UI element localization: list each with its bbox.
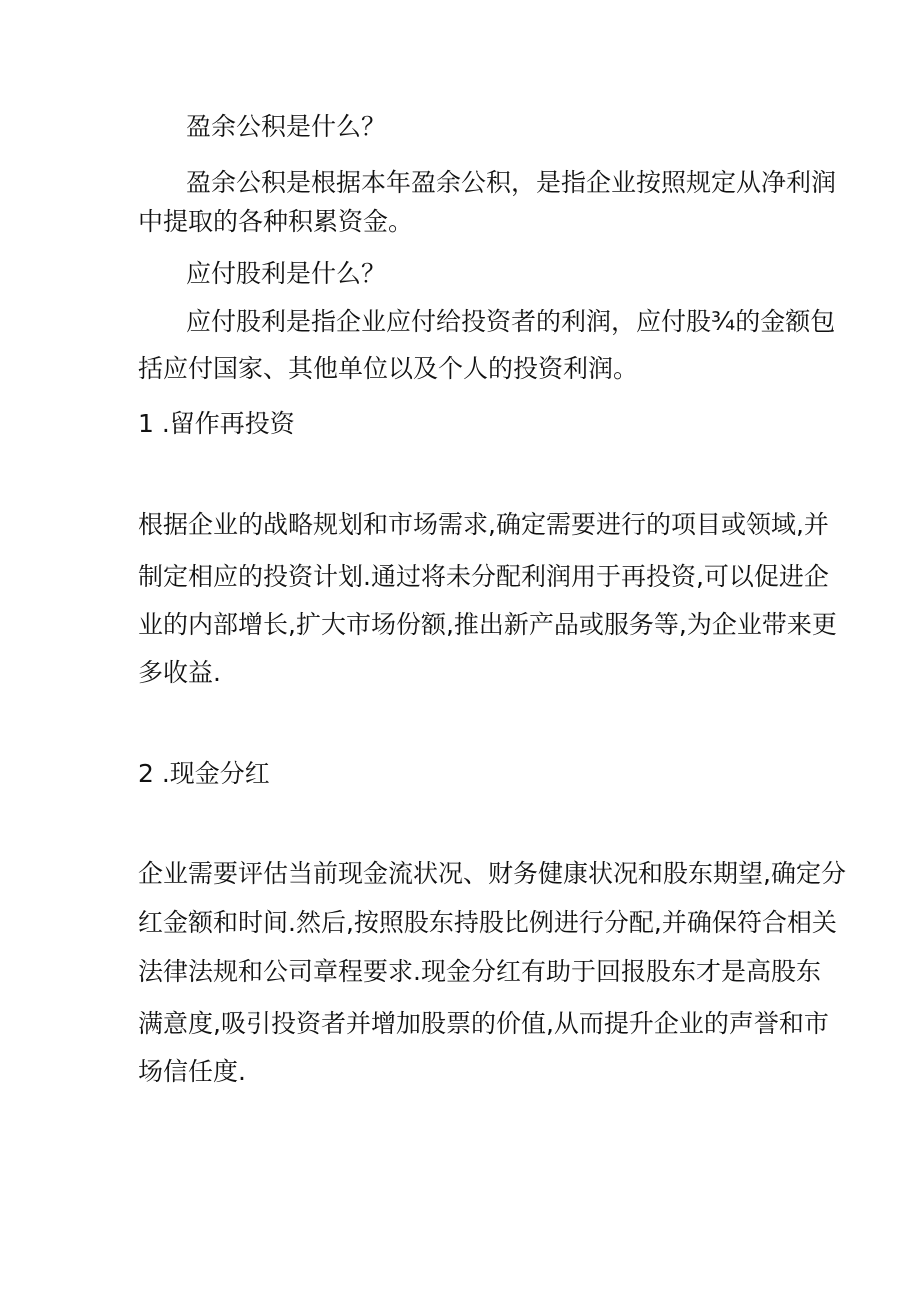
answer-dividends-payable-line-2: 括应付国家、其他单位以及个人的投资利润。: [138, 354, 639, 383]
section-body-cash-dividend-line-2: 红金额和时间.然后,按照股东持股比例进行分配,并确保符合相关: [138, 908, 837, 937]
section-body-reinvest-line-3: 业的内部增长,扩大市场份额,推出新产品或服务等,为企业带来更: [138, 610, 837, 639]
answer-surplus-reserve-line-1: 盈余公积是根据本年盈余公积，是指企业按照规定从净利润: [186, 168, 837, 197]
answer-dividends-payable-line-1: 应付股利是指企业应付给投资者的利润，应付股¾的金额包: [186, 307, 836, 336]
section-body-cash-dividend-line-3: 法律法规和公司章程要求.现金分红有助于回报股东才是高股东: [138, 957, 821, 986]
answer-surplus-reserve-line-2: 中提取的各种积累资金。: [138, 207, 414, 236]
section-body-reinvest-line-4: 多收益.: [138, 658, 221, 687]
section-body-cash-dividend-line-4: 满意度,吸引投资者并增加股票的价值,从而提升企业的声誉和市: [138, 1009, 829, 1038]
question-surplus-reserve: 盈余公积是什么？: [186, 112, 387, 141]
section-heading-reinvest: 1 .留作再投资: [138, 409, 295, 438]
section-body-cash-dividend-line-5: 场信任度.: [138, 1057, 246, 1086]
section-body-reinvest-line-2: 制定相应的投资计划.通过将未分配利润用于再投资,可以促进企: [138, 562, 829, 591]
section-body-reinvest-line-1: 根据企业的战略规划和市场需求,确定需要进行的项目或领域,并: [138, 510, 829, 539]
section-heading-cash-dividend: 2 .现金分红: [138, 759, 270, 788]
question-dividends-payable: 应付股利是什么？: [186, 259, 387, 288]
section-body-cash-dividend-line-1: 企业需要评估当前现金流状况、财务健康状况和股东期望,确定分: [138, 859, 846, 888]
